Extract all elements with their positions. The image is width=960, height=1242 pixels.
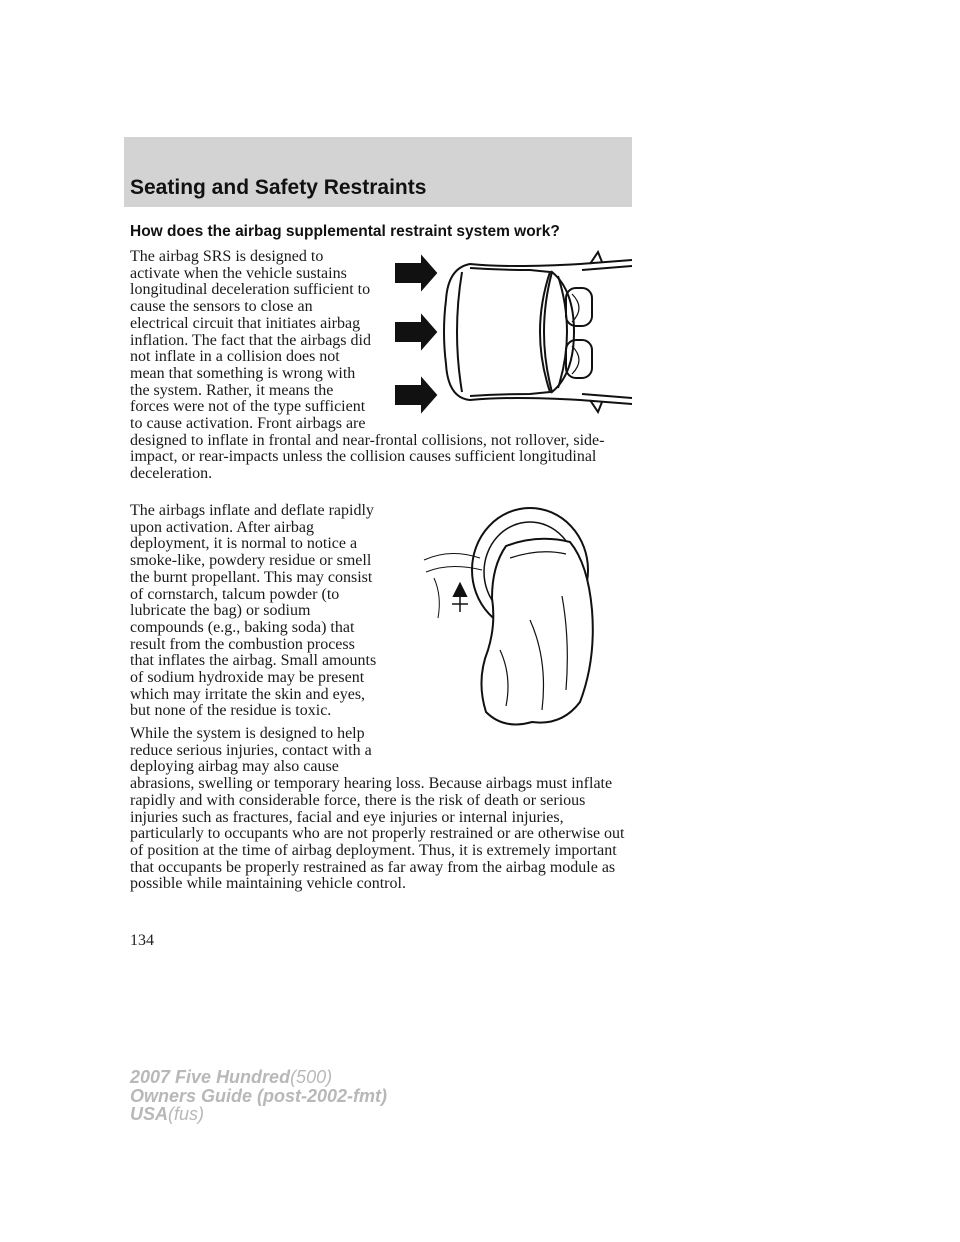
- deployed-airbag-illustration: [420, 500, 620, 750]
- footer-line-guide: [130, 1087, 387, 1106]
- paragraph-injury-risk-text: While the system is designed to help reduce serious injuries, contact with a deploying airbag may also cause abrasions, swelling or temporary hearing loss. Because airbags must inflate rapidly and with considerable force, there is the risk of death or serious injuries such as fractures, facial and eye injuries or internal injuries, particularly to occupants who are not properly restrained or are otherwise out of position at the time of airbag deployment. Thus, it is extremely important that occupants be properly restrained as far away from the airbag module as possible while maintaining vehicle control.: [130, 725, 625, 893]
- page-number: 134: [130, 932, 154, 949]
- section-title: Seating and Safety Restraints: [130, 176, 427, 199]
- impact-arrow-icon: [396, 379, 436, 411]
- paragraph-activation-text: The airbag SRS is designed to activate when the vehicle sustains longitudinal deceleration sufficient to cause the sensors to close an electrical circuit that initiates airbag inflation. The fact that the airbags did not inflate in a collision does not mean that something is wrong with the system. Rather, it means the forces were not of the type sufficient to cause activation. Front airbags are designed to inflate in frontal and near-frontal collisions, not rollover, side-impact, or rear-impacts unless the collision causes sufficient longitudinal deceleration.: [130, 248, 605, 483]
- paragraph-residue-text: The airbags inflate and deflate rapidly upon activation. After airbag deployment, it is normal to notice a smoke-like, powdery residue or smell the burnt propellant. This may consist of cornstarch, talcum powder (to lubricate the bag) or sodium compounds (e.g., baking soda) that result from the combustion process that inflates the airbag. Small amounts of sodium hydroxide may be present which may irritate the skin and eyes, but none of the residue is toxic.: [130, 502, 377, 720]
- car-frontal-impact-illustration: [390, 250, 632, 418]
- footer-market: USA: [130, 1104, 169, 1124]
- footer-market-code: (fus): [168, 1104, 205, 1124]
- footer-model-code: (500): [290, 1067, 333, 1087]
- footer-line-model: [130, 1068, 387, 1087]
- footer-line-market: [130, 1105, 387, 1124]
- footer-model-name: 2007 Five Hundred: [130, 1067, 291, 1087]
- impact-arrow-icon: [396, 257, 436, 289]
- impact-arrow-icon: [396, 316, 436, 348]
- footer-guide-name: Owners Guide (post-2002-fmt): [130, 1085, 388, 1106]
- paragraph-injury-risk: [130, 726, 630, 893]
- document-footer: [130, 1068, 387, 1124]
- question-heading: How does the airbag supplemental restraint system work?: [130, 223, 560, 240]
